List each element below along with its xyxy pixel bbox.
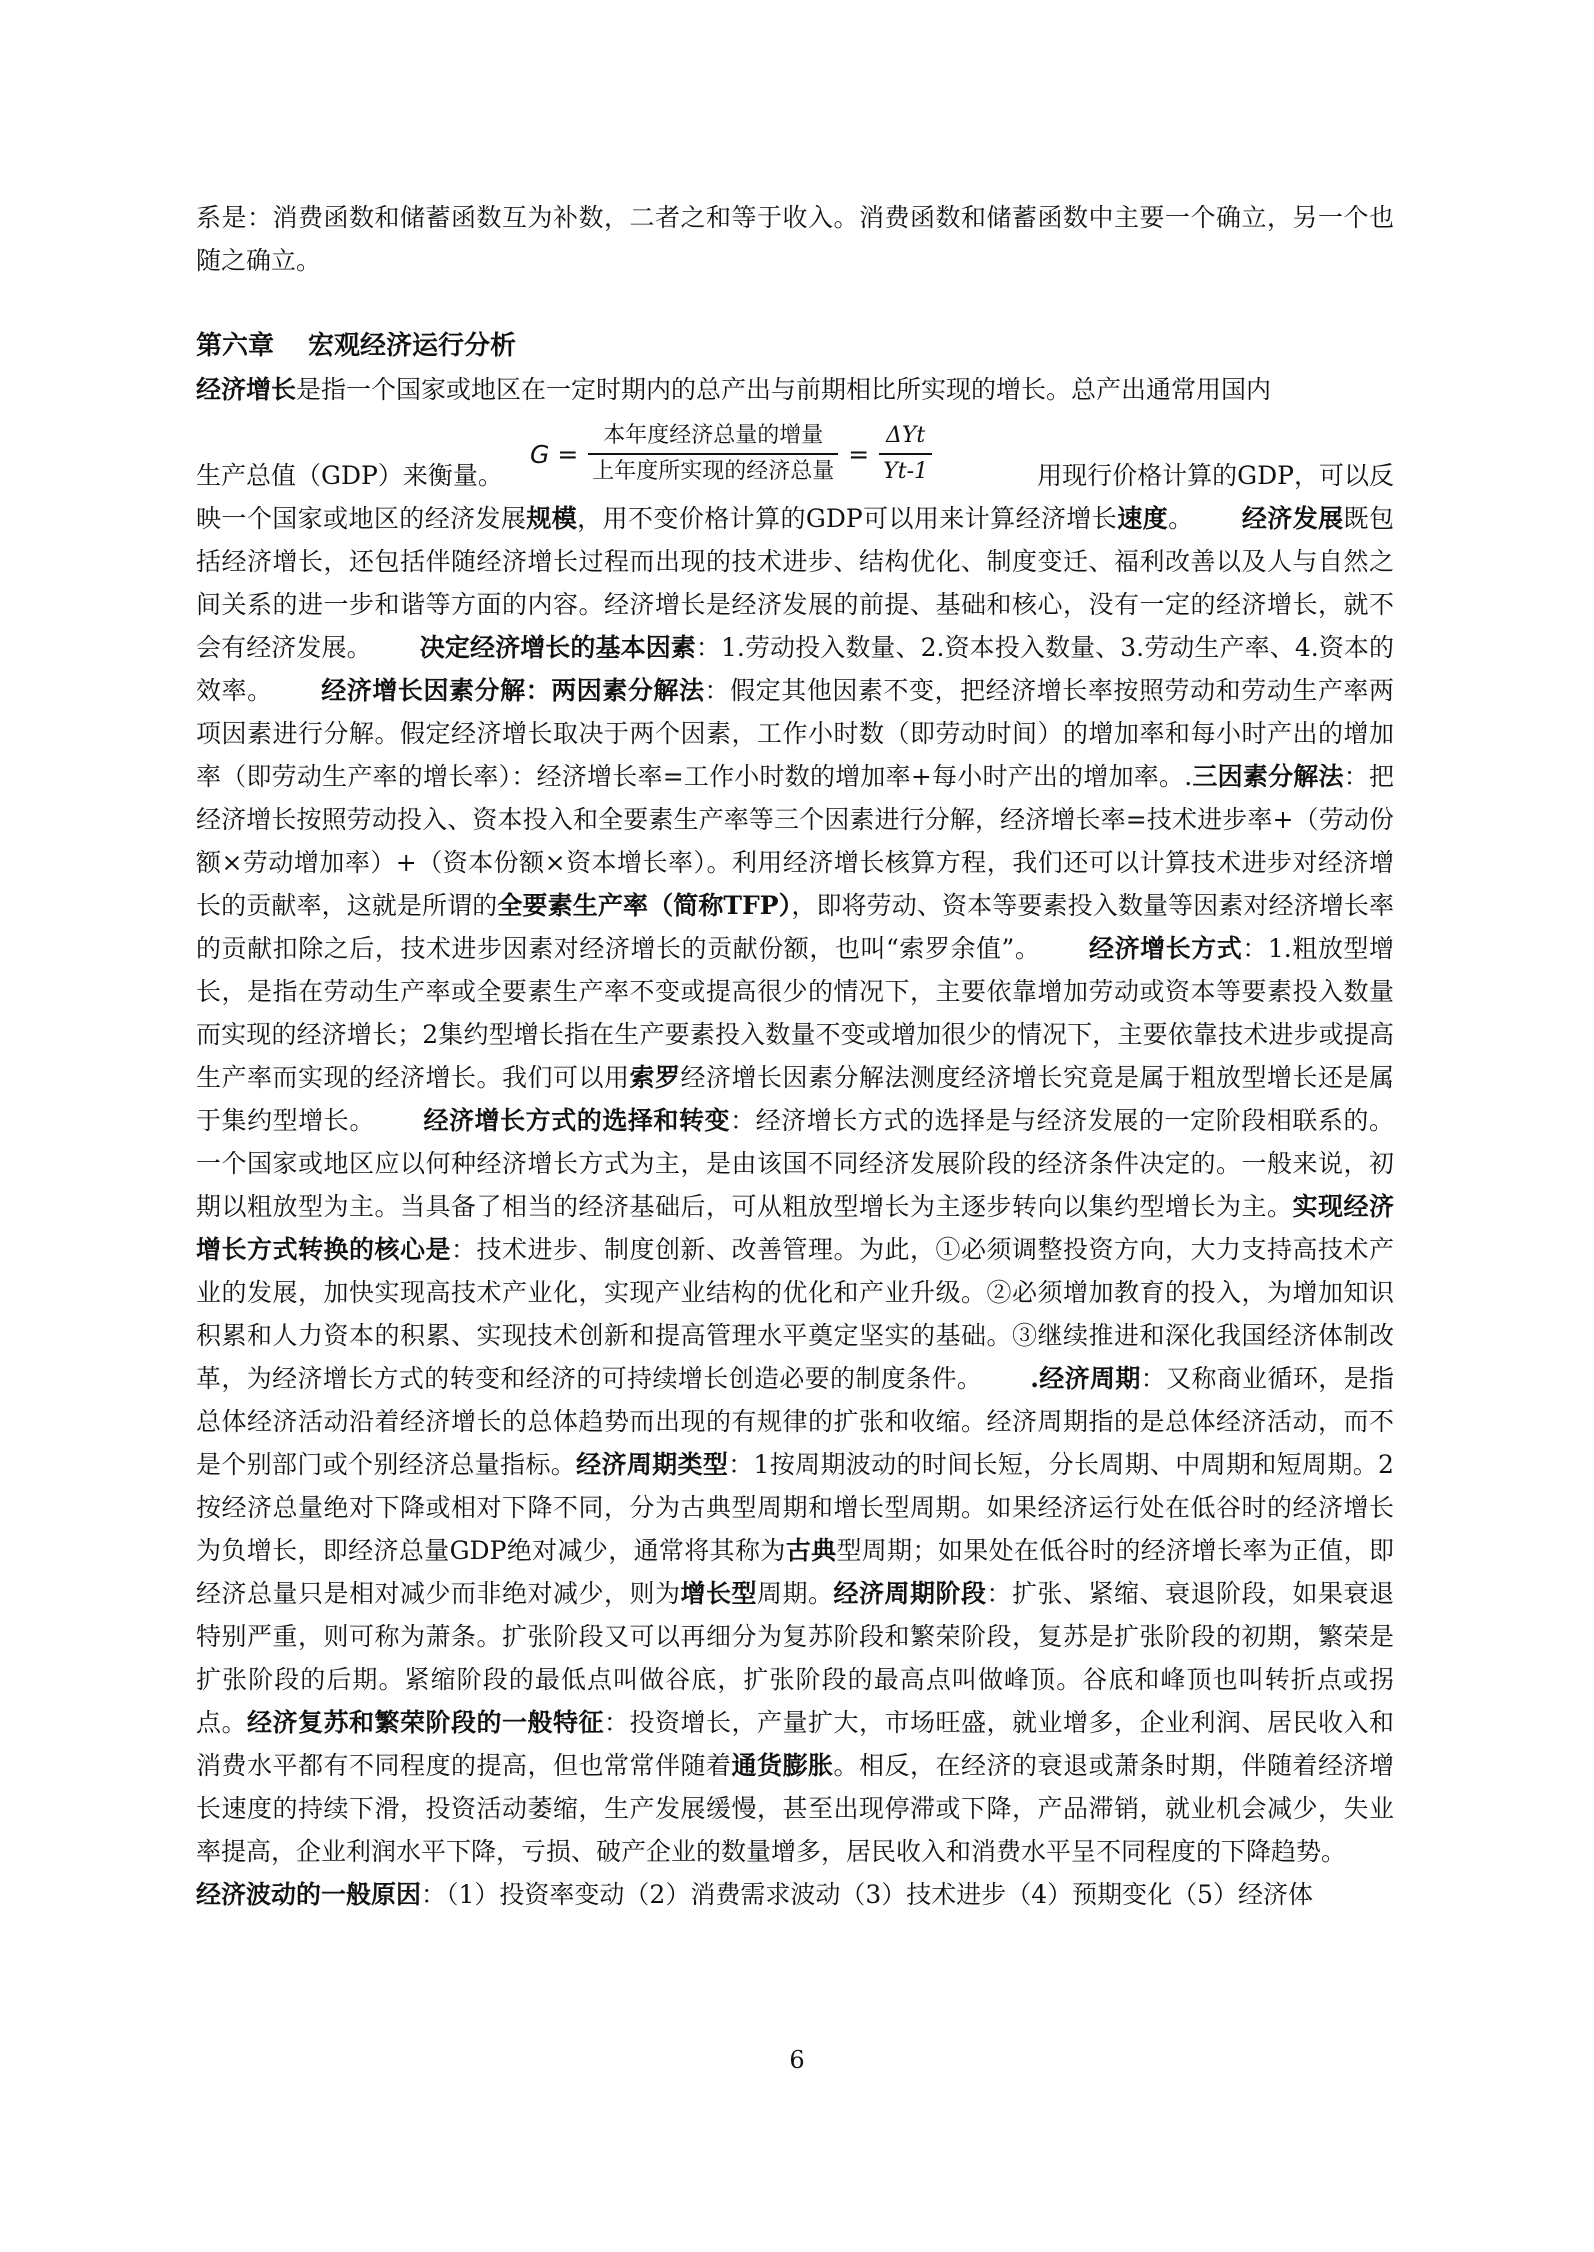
body-text-run: 型周期；如果处在低谷时的经济增长率为正值，即经济总量只是相对减少而非绝对减少，则为: [196, 1536, 1394, 1608]
bold-term: 增长型: [680, 1579, 757, 1608]
body-paragraph: [196, 497, 1394, 1916]
body-text-run: ，即将劳动、资本等要素投入数量等因素对经济增长率的贡献扣除之后，技术进步因素对经济增长的贡献份额，也叫“索罗余值”。: [196, 891, 1394, 963]
formula-denominator: 上年度所实现的经济总量: [592, 459, 835, 484]
bold-term: .经济周期: [1030, 1364, 1141, 1393]
bold-term: 古典: [785, 1536, 837, 1565]
body-text-run: ：扩张、紧缩、衰退阶段，如果衰退特别严重，则可称为萧条。扩张阶段又可以再细分为复苏阶段和繁荣阶段，复苏是扩张阶段的初期，繁荣是扩张阶段的后期。紧缩阶段的最低点叫做谷底，扩张阶段的最高点叫做峰顶。谷底和峰顶也叫转折点或拐点。: [196, 1579, 1394, 1737]
formula-symbolic-fraction: [879, 419, 932, 489]
bold-term: 规模: [526, 504, 578, 533]
body-text-run: 映一个国家或地区的经济发展: [196, 504, 527, 533]
body-text-run: 。相反，在经济的衰退或萧条时期，伴随着经济增长速度的持续下滑，投资活动萎缩，生产发展缓慢，甚至出现停滞或下降，产品滞销，就业机会减少，失业率提高，企业利润水平下降，亏损、破产企业的数量增多，居民收入和消费水平呈不同程度的下降趋势。: [196, 1751, 1394, 1866]
bold-term: 经济增长方式的选择和转变: [422, 1106, 731, 1135]
bold-term: 全要素生产率（简称TFP）: [497, 891, 792, 920]
intro-paragraph: 系是：消费函数和储蓄函数互为补数，二者之和等于收入。消费函数和储蓄函数中主要一个确立，另一个也随之确立。: [196, 203, 1394, 275]
formula-lhs: G =: [530, 439, 579, 469]
body-text-run: ：技术进步、制度创新、改善管理。为此，①必须调整投资方向，大力支持高技术产业的发展，加快实现高技术产业化，实现产业结构的优化和产业升级。②必须增加教育的投入，为增加知识积累和人力资本的积累、实现技术创新和提高管理水平奠定坚实的基础。③继续推进和深化我国经济体制改革，为经济增长方式的转变和经济的可持续增长创造必要的制度条件。: [196, 1235, 1394, 1393]
bold-term: 经济增长方式: [1088, 934, 1243, 963]
bold-term: 经济周期类型: [576, 1450, 729, 1479]
bold-term: 经济波动的一般原因: [196, 1880, 422, 1909]
body-text-run: 。: [1168, 504, 1194, 533]
gdp-measure-text: 生产总值（GDP）来衡量。: [196, 461, 503, 490]
term-economic-growth: 经济增长: [196, 375, 297, 404]
formula-delta-numerator: ΔYt: [886, 423, 926, 448]
formula-fraction: [588, 419, 838, 489]
page-content: [196, 196, 1394, 1916]
formula-delta-denominator: Yt-1: [883, 459, 929, 484]
body-text-run: ：（1）投资率变动（2）消费需求波动（3）技术进步（4）预期变化（5）经济体: [421, 1880, 1314, 1909]
body-text-run: 经济增长因素分解法测度经济增长究竟是属于粗放型增长还是属于集约型增长。: [196, 1063, 1394, 1135]
chapter-heading: [196, 325, 1394, 368]
bold-term: 经济复苏和繁荣阶段的一般特征: [247, 1708, 604, 1737]
formula-numerator: 本年度经济总量的增量: [603, 423, 824, 448]
body-text-run: ：1.劳动投入数量、2.资本投入数量、3.劳动生产率、4.资本的效率。: [196, 633, 1394, 705]
body-text-run: ：经济增长方式的选择是与经济发展的一定阶段相联系的。一个国家或地区应以何种经济增长方式为主，是由该国不同经济发展阶段的经济条件决定的。一般来说，初期以粗放型为主。当具备了相当的经济基础后，可从粗放型增长为主逐步转向以集约型增长为主。: [196, 1106, 1394, 1221]
bold-term: 经济周期阶段: [833, 1579, 987, 1608]
body-text-run: ：投资增长，产量扩大，市场旺盛，就业增多，企业利润、居民收入和消费水平都有不同程度的提高，但也常常伴随着: [196, 1708, 1394, 1780]
chapter-number: 第六章: [196, 331, 275, 361]
page-number: 6: [789, 2046, 805, 2074]
growth-rate-formula: [524, 411, 936, 497]
bold-term: 经济增长因素分解：两因素分解法: [320, 676, 705, 705]
body-text-run: 既包括经济增长，还包括伴随经济增长过程而出现的技术进步、结构优化、制度变迁、福利改善以及人与自然之间关系的进一步和谐等方面的内容。经济增长是经济发展的前提、基础和核心，没有一定的经济增长，就不会有经济发展。: [196, 504, 1394, 662]
bold-term: 实现经济增长方式转换的核心是: [196, 1192, 1394, 1264]
bold-term: 经济发展: [1241, 504, 1344, 533]
body-text-run: 周期。: [756, 1579, 834, 1608]
bold-term: 通货膨胀: [731, 1751, 834, 1780]
body-text-run: ，用不变价格计算的GDP可以用来计算经济增长: [577, 504, 1118, 533]
body-text-run: ：1按周期波动的时间长短，分长周期、中周期和短周期。2按经济总量绝对下降或相对下降不同，分为古典型周期和增长型周期。如果经济运行处在低谷时的经济增长为负增长，即经济总量GDP绝对减少，通常将其称为: [196, 1450, 1394, 1565]
body-text-run: ：把经济增长按照劳动投入、资本投入和全要素生产率等三个因素进行分解，经济增长率=技术进步率+（劳动份额×劳动增加率）+（资本份额×资本增长率）。利用经济增长核算方程，我们还可以计算技术进步对经济增长的贡献率，这就是所谓的: [196, 762, 1394, 920]
chapter-title: 宏观经济运行分析: [308, 331, 517, 361]
formula-equals: =: [848, 439, 870, 469]
body-text-run: ：1.粗放型增长，是指在劳动生产率或全要素生产率不变或提高很少的情况下，主要依靠增加劳动或资本等要素投入数量而实现的经济增长；2集约型增长指在生产要素投入数量不变或增加很少的情况下，主要依靠技术进步或提高生产率而实现的经济增长。我们可以用: [196, 934, 1394, 1092]
paragraph-line-1: 经济增长是指一个国家或地区在一定时期内的总产出与前期相比所实现的增长。总产出通常用国内: [196, 375, 1272, 404]
bold-term: 速度: [1117, 504, 1169, 533]
bold-term: 决定经济增长的基本因素: [419, 633, 696, 662]
gdp-current-price-text: 用现行价格计算的GDP，可以反: [1037, 461, 1394, 490]
bold-term: 三因素分解法: [1192, 762, 1344, 791]
bold-term: 索罗: [629, 1063, 681, 1092]
formula-line: [196, 411, 1394, 497]
body-text-run: ：又称商业循环，是指总体经济活动沿着经济增长的总体趋势而出现的有规律的扩张和收缩。经济周期指的是总体经济活动，而不是个别部门或个别经济总量指标。: [196, 1364, 1394, 1479]
body-text-run: ：假定其他因素不变，把经济增长率按照劳动和劳动生产率两项因素进行分解。假定经济增长取决于两个因素，工作小时数（即劳动时间）的增加率和每小时产出的增加率（即劳动生产率的增长率）：经济增长率=工作小时数的增加率+每小时产出的增加率。.: [196, 676, 1394, 791]
